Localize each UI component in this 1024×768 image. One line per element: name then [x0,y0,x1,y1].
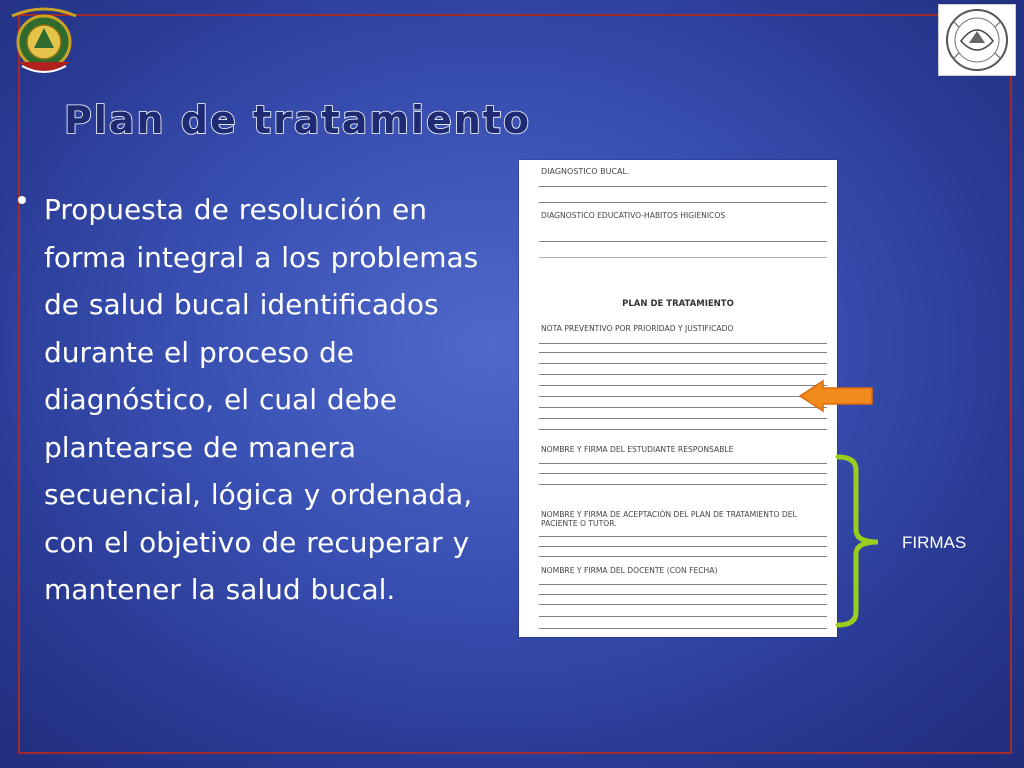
form-label-diagnostico-educativo: DIAGNOSTICO EDUCATIVO-HABITOS HIGIENICOS [541,211,726,220]
bullet-item [18,186,518,614]
form-line [539,343,827,344]
form-label-diagnostico-bucal: DIAGNOSTICO BUCAL. [541,167,630,176]
form-line [539,429,827,430]
bullet-text: Propuesta de resolución en forma integral a los problemas de salud bucal identificados durante el proceso de diagnóstico, el cual debe plantearse de manera secuencial, lógica y ordenada, con el objetivo de recuperar y mantener la salud bucal. [44,193,479,606]
form-label-firma-estudiante: NOMBRE Y FIRMA DEL ESTUDIANTE RESPONSABLE [541,445,734,454]
firmas-label: FIRMAS [902,533,967,552]
treatment-plan-form-image [519,160,837,637]
form-line [539,484,827,485]
form-label-firma-docente: NOMBRE Y FIRMA DEL DOCENTE (CON FECHA) [541,566,718,575]
form-line [539,556,827,557]
form-line [539,546,827,547]
form-label-nota-preventivo: NOTA PREVENTIVO POR PRIORIDAD Y JUSTIFICADO [541,324,734,333]
bullet-dot-icon [18,196,26,204]
form-line [539,374,827,375]
form-heading-plan: PLAN DE TRATAMIENTO [622,299,734,309]
form-line [539,241,827,242]
form-line [539,594,827,595]
form-line [539,352,827,353]
university-seal-right [938,4,1016,76]
form-line [539,186,827,187]
university-seal-left [4,4,84,78]
form-line [539,616,827,617]
form-line [539,584,827,585]
form-line [539,407,827,408]
form-line [539,473,827,474]
form-label-firma-aceptacion-cont: PACIENTE O TUTOR. [541,519,617,528]
form-label-firma-aceptacion: NOMBRE Y FIRMA DE ACEPTACIÓN DEL PLAN DE TRATAMIENTO DEL [541,510,797,519]
form-line [539,385,827,386]
form-line [539,463,827,464]
form-line [539,202,827,203]
form-line [539,604,827,605]
form-line [539,418,827,419]
form-line [539,396,827,397]
form-line [539,257,827,258]
form-line [539,363,827,364]
slide-title: Plan de tratamiento [64,98,532,142]
form-line [539,536,827,537]
form-line [539,628,827,629]
